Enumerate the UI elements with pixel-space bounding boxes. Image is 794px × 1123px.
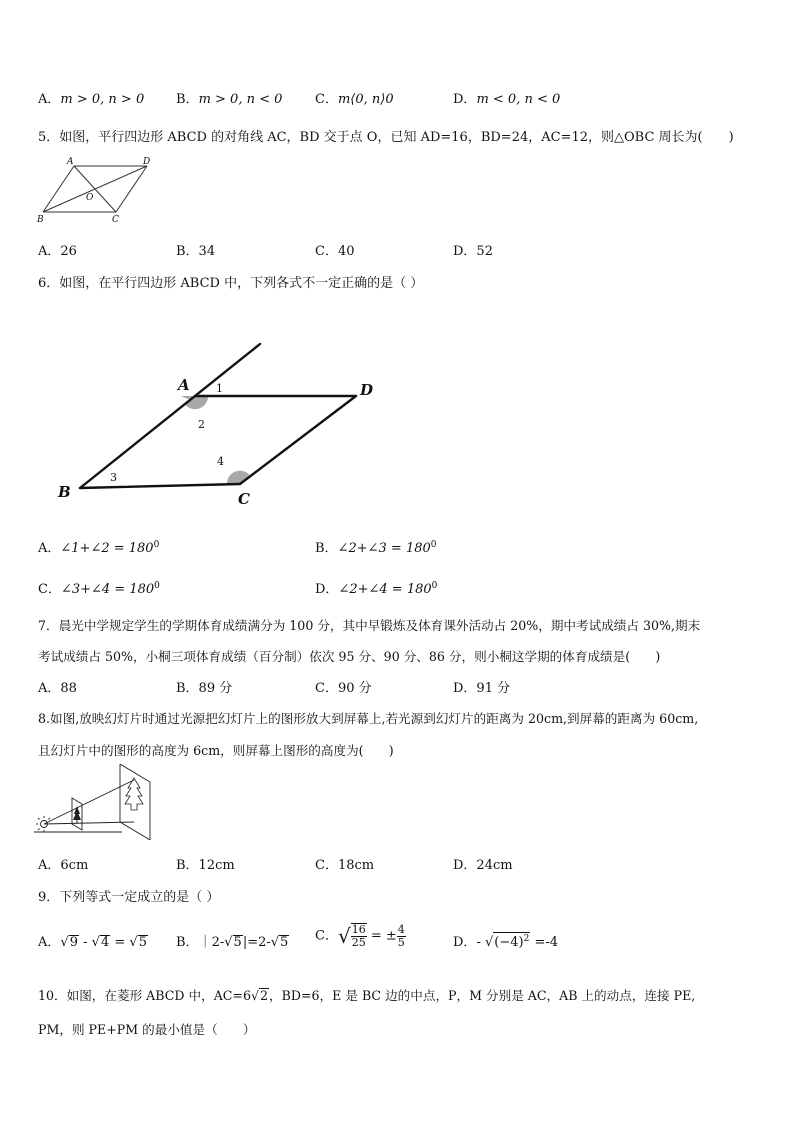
expr-part: =-4	[530, 935, 559, 950]
q7-question-line-2: 考试成绩占 50%，小桐三项体育成绩（百分制）依次 95 分、90 分、86 分，则小桐这学期的体育成绩是( )	[38, 649, 661, 664]
option-expr: ∠3+∠4 = 180	[60, 582, 155, 597]
q9-option-a: A．√9 - √4 = √5	[38, 935, 147, 950]
q9-option-d: D．- $√(-4)^2 =-4$	[453, 934, 559, 950]
slide-tree-icon	[73, 806, 81, 823]
q6-parallelogram-figure	[50, 338, 390, 508]
q5-option-a: A．26	[38, 244, 77, 259]
q6-label-a: A	[178, 376, 190, 394]
option-expr: ∠2+∠4 = 180	[338, 582, 432, 597]
q10-question-line-2: PM，则 PE+PM 的最小值是（ ）	[38, 1022, 256, 1037]
q6-label-b: B	[58, 483, 71, 501]
q10-question-line-1: 10．如图，在菱形 ABCD 中，AC=6√2，BD=6，E 是 BC 边的中点，P，M 分别是 AC，AB 上的动点，连接 PE,	[38, 988, 696, 1003]
option-expr: m < 0, n < 0	[476, 92, 561, 107]
q4-option-b	[176, 88, 282, 107]
q7-option-d: D．91 分	[453, 681, 511, 696]
q8-projector-figure	[34, 764, 160, 840]
q6-option-c	[38, 578, 160, 597]
q8-question-line-2: 且幻灯片中的图形的高度为 6cm，则屏幕上图形的高度为( )	[38, 743, 394, 758]
option-expr: m⟨0, n⟩0	[337, 92, 394, 107]
q8-option-a: A．6cm	[38, 858, 89, 873]
projection-ray-top	[44, 780, 134, 824]
radicand: 2	[260, 988, 269, 1003]
q6-option-a	[38, 537, 159, 556]
q6-label-c: C	[238, 490, 250, 508]
operator: -	[78, 935, 92, 950]
option-letter: A．	[38, 935, 61, 950]
option-letter: A．	[38, 92, 61, 107]
q7-option-a: A．88	[38, 681, 77, 696]
q5-label-d: D	[143, 157, 151, 167]
q7-option-c: C．90 分	[315, 681, 372, 696]
q6-label-d: D	[360, 381, 374, 399]
q6-side-cb	[80, 484, 240, 488]
radicand: 4	[100, 935, 110, 950]
operator: =	[110, 935, 130, 950]
denominator: 25	[351, 936, 366, 949]
option-expr: m > 0, n < 0	[198, 92, 283, 107]
fraction	[397, 924, 406, 949]
radicand-base: (−4)	[494, 935, 524, 950]
q6-angle-label-2: 2	[198, 418, 205, 431]
fraction-radicand	[351, 923, 367, 949]
option-letter: B．	[176, 92, 199, 107]
q5-label-a: A	[67, 157, 74, 167]
option-letter: B．	[176, 935, 199, 950]
q5-label-o: O	[86, 193, 94, 203]
q6-angle-label-4: 4	[217, 455, 224, 468]
option-degree: 0	[153, 540, 160, 550]
q5-option-b: B．34	[176, 244, 216, 259]
q6-question-text: 6．如图，在平行四边形 ABCD 中，下列各式不一定正确的是（ ）	[38, 276, 424, 291]
option-degree: 0	[431, 581, 438, 591]
q5-label-c: C	[112, 215, 119, 225]
radicand: 5	[233, 935, 242, 950]
q5-option-d: D．52	[453, 244, 493, 259]
q8-option-c: C．18cm	[315, 858, 375, 873]
q4-option-c	[315, 88, 394, 107]
operator: = ±	[366, 928, 397, 944]
q5-parallelogram-figure	[34, 154, 164, 226]
q6-option-b	[315, 537, 437, 556]
q9-question-text: 9．下列等式一定成立的是（ ）	[38, 890, 220, 905]
expr-part: |=2-	[242, 935, 271, 950]
q9-option-b: B．｜2-√5|=2-√5	[176, 935, 289, 950]
q6-angle-label-1: 1	[216, 382, 223, 395]
q4-option-d	[453, 88, 560, 107]
option-expr: m > 0, n > 0	[60, 92, 145, 107]
q8-option-d: D．24cm	[453, 858, 513, 873]
denominator: 5	[397, 935, 405, 949]
text-part: ，BD=6，E 是 BC 边的中点，P，M 分别是 AC，AB 上的动点，连接 PE,	[269, 988, 696, 1003]
q8-question-line-1: 8.如图,放映幻灯片时通过光源把幻灯片上的图形放大到屏幕上,若光源到幻灯片的距离为 20cm,到屏幕的距离为 60cm,	[38, 711, 699, 726]
q6-side-dc	[240, 396, 356, 484]
expr-part: ｜2-	[198, 935, 225, 950]
q6-angle-label-3: 3	[110, 471, 117, 484]
radicand	[493, 932, 530, 949]
q9-option-c: C．√ $\frac{16}{25}$ = ± $\frac{4}{5}$	[315, 922, 405, 949]
option-expr: ∠1+∠2 = 180	[60, 541, 154, 556]
q4-option-a	[38, 88, 144, 107]
option-letter: C．	[38, 582, 61, 597]
text-part: 10．如图，在菱形 ABCD 中，AC=6	[38, 988, 251, 1003]
option-expr: ∠2+∠3 = 180	[337, 541, 431, 556]
q5-option-c: C．40	[315, 244, 355, 259]
radicand: 5	[138, 935, 147, 950]
option-letter: D．	[453, 935, 477, 950]
option-letter: D．	[315, 582, 339, 597]
radicand: 9	[69, 935, 78, 950]
q8-option-b: B．12cm	[176, 858, 235, 873]
option-letter: A．	[38, 541, 61, 556]
q7-question-line-1: 7．晨光中学规定学生的学期体育成绩满分为 100 分，其中早锻炼及体育课外活动占 20%，期中考试成绩占 30%,期末	[38, 618, 701, 633]
q6-option-d	[315, 578, 437, 597]
numerator: 16	[351, 923, 366, 936]
option-letter: B．	[315, 541, 338, 556]
option-letter: C．	[315, 92, 338, 107]
q7-option-b: B．89 分	[176, 681, 233, 696]
option-degree: 0	[430, 540, 437, 550]
numerator: 4	[397, 922, 405, 936]
angle-4-sector	[227, 471, 250, 484]
q5-question-text: 5．如图，平行四边形 ABCD 的对角线 AC，BD 交于点 O，已知 AD=16，BD=24，AC=12，则△OBC 周长为( )	[38, 130, 734, 145]
screen-frame	[120, 764, 150, 840]
option-letter: D．	[453, 92, 477, 107]
radicand: 5	[280, 935, 289, 950]
expr-part: -	[476, 935, 485, 950]
q5-label-b: B	[37, 215, 44, 225]
option-degree: 0	[154, 581, 160, 591]
option-letter: C．	[315, 928, 338, 944]
q6-extended-line-ba	[80, 344, 260, 488]
exponent: 2	[523, 934, 530, 944]
